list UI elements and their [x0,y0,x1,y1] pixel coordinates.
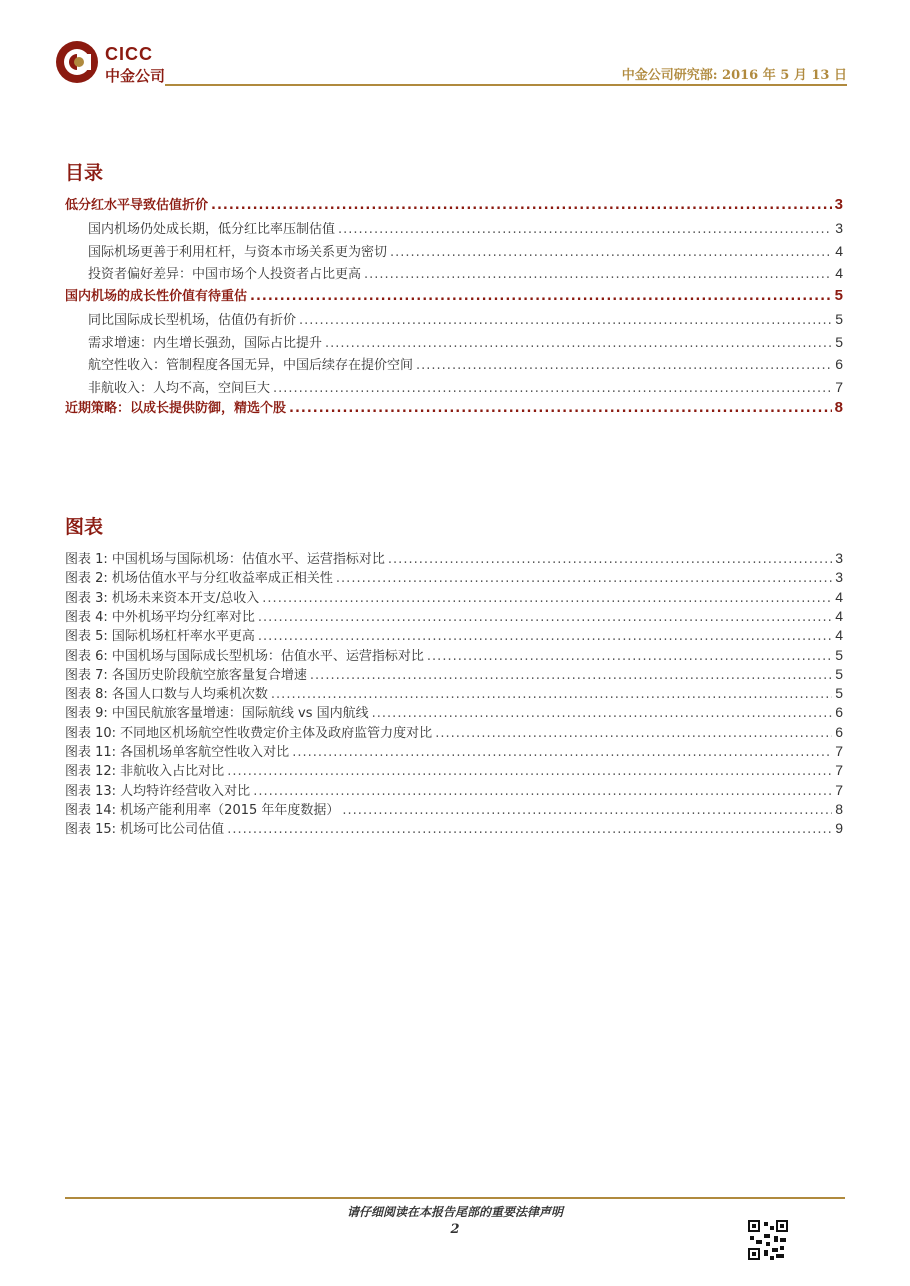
toc-title: 目录 [65,162,104,184]
toc-leader-dots [390,244,832,262]
figure-entry-text: 图表 2: 机场估值水平与分红收益率成正相关性 [65,571,333,587]
figure-leader-dots [292,744,832,762]
toc-leader-dots [273,380,832,398]
figure-entry-page: 4 [835,607,843,624]
figure-entry-text: 图表 15: 机场可比公司估值 [65,822,225,838]
toc-entry-page: 7 [835,379,843,395]
figure-entry-text: 图表 10: 不同地区机场航空性收费定价主体及政府监管力度对比 [65,725,433,741]
logo-text-cn: 中金公司 [105,67,166,85]
figure-entry-page: 3 [835,569,843,586]
toc-leader-dots [289,400,832,418]
figure-entry-page: 5 [835,646,843,663]
figure-entry-text: 图表 5: 国际机场杠杆率水平更高 [65,629,255,645]
figure-entry-text: 图表 9: 中国民航旅客量增速：国际航线 vs 国内航线 [65,706,369,722]
figure-entry-page: 5 [835,665,843,682]
toc-entry-page: 4 [835,243,843,259]
toc-leader-dots [416,357,832,375]
toc-entry-page: 3 [834,196,843,213]
figure-entry-text: 图表 7: 各国历史阶段航空旅客量复合增速 [65,667,307,683]
toc-entry-text: 国内机场的成长性价值有待重估 [65,289,248,304]
toc-subsection-entry[interactable] [88,264,843,284]
figure-entry-page: 3 [835,550,843,566]
toc-section-entry[interactable] [65,196,843,215]
figure-entry-text: 图表 11: 各国机场单客航空性收入对比 [65,745,290,760]
figure-leader-dots [435,725,832,743]
figure-entry-page: 6 [835,704,843,721]
figure-entry-page: 9 [835,820,843,837]
figure-entry-page: 4 [835,588,843,605]
figure-entry[interactable] [65,781,843,801]
figure-leader-dots [427,648,832,666]
toc-entry-page: 5 [834,287,843,304]
figure-entry-text: 图表 3: 机场未来资本开支/总收入 [65,590,260,606]
toc-entry-page: 4 [835,265,843,281]
figure-entry[interactable] [65,800,843,820]
cicc-logo-icon [55,40,99,84]
figure-entry-page: 6 [835,723,843,740]
figure-entry-page: 8 [835,800,843,817]
toc-leader-dots [325,335,832,353]
figure-entry[interactable] [65,723,843,743]
header-date: 中金公司研究部: 2016 年 5 月 13 日 [621,68,847,83]
toc-entry-text: 航空性收入：管制程度各国无异，中国后续存在提价空间 [88,358,414,373]
footer-legal-note: 请仔细阅读在本报告尾部的重要法律声明 [346,1205,563,1219]
figure-entry-page: 5 [835,685,843,702]
figure-entry-text: 图表 8: 各国人口数与人均乘机次数 [65,687,268,703]
figure-leader-dots [227,763,832,781]
footer-rule [65,1197,845,1199]
figure-entry[interactable] [65,646,843,666]
toc-leader-dots [250,288,832,306]
toc-entry-page: 5 [835,311,843,327]
figure-entry[interactable] [65,549,843,569]
page-number: 2 [450,1222,460,1237]
toc-leader-dots [364,266,832,284]
figure-leader-dots [388,551,832,569]
header-rule [165,84,847,86]
toc-leader-dots [299,312,832,330]
figure-entry-page: 7 [835,743,843,759]
figure-entry-text: 图表 12: 非航收入占比对比 [65,764,225,780]
figure-leader-dots [372,705,833,723]
logo-text-en: CICC [105,44,153,64]
figure-entry[interactable] [65,588,843,608]
toc-subsection-entry[interactable] [88,333,843,353]
figure-leader-dots [342,802,832,820]
figure-entry-text: 图表 1: 中国机场与国际机场：估值水平、运营指标对比 [65,552,385,567]
figure-leader-dots [310,667,832,685]
figure-entry[interactable] [65,607,843,627]
figure-entry[interactable] [65,568,843,588]
toc-leader-dots [338,221,832,239]
figure-entry-page: 7 [835,781,843,798]
cicc-logo [55,40,195,88]
toc-subsection-entry[interactable] [88,378,843,398]
toc-section-entry[interactable] [65,287,843,306]
figure-entry[interactable] [65,665,843,685]
toc-entry-page: 5 [835,334,843,350]
toc-entry-text: 非航收入：人均不高，空间巨大 [88,381,271,396]
toc-subsection-entry[interactable] [88,219,843,239]
figure-leader-dots [262,590,832,608]
figure-leader-dots [271,686,832,704]
toc-entry-text: 近期策略：以成长提供防御，精选个股 [65,401,287,416]
figure-leader-dots [258,609,832,627]
figure-entry[interactable] [65,703,843,723]
figure-entry-page: 7 [835,762,843,779]
toc-entry-page: 3 [835,220,843,236]
figure-entry-text: 图表 13: 人均特许经营收入对比 [65,783,251,799]
figure-leader-dots [336,570,832,588]
toc-entry-page: 8 [834,399,843,416]
toc-entry-page: 6 [835,356,843,372]
figure-entry[interactable] [65,742,843,762]
figure-entry[interactable] [65,626,843,646]
figure-entry-text: 图表 6: 中国机场与国际成长型机场：估值水平、运营指标对比 [65,648,424,664]
toc-subsection-entry[interactable] [88,242,843,262]
figures-title: 图表 [65,516,104,538]
figure-entry-page: 4 [835,627,843,644]
toc-subsection-entry[interactable] [88,310,843,330]
toc-section-entry[interactable] [65,399,843,418]
page-header [55,40,847,90]
figure-entry[interactable] [65,761,843,781]
toc-entry-text: 国内机场仍处成长期，低分红比率压制估值 [88,222,336,237]
figure-entry[interactable] [65,684,843,704]
qr-code-icon [748,1220,788,1260]
toc-subsection-entry[interactable] [88,355,843,375]
toc-entry-text: 需求增速：内生增长强劲，国际占比提升 [88,336,323,351]
toc-entry-text: 同比国际成长型机场，估值仍有折价 [88,313,297,328]
toc-entry-text: 国际机场更善于利用杠杆，与资本市场关系更为密切 [88,245,388,260]
toc-entry-text: 投资者偏好差异：中国市场个人投资者占比更高 [88,267,362,282]
figure-entry-text: 图表 14: 机场产能利用率（2015 年年度数据） [65,802,340,818]
figure-leader-dots [227,821,832,839]
toc-entry-text: 低分红水平导致估值折价 [65,198,209,213]
figure-leader-dots [253,783,832,801]
toc-leader-dots [211,197,832,215]
figure-entry[interactable] [65,819,843,839]
figure-leader-dots [258,628,832,646]
figure-entry-text: 图表 4: 中外机场平均分红率对比 [65,609,255,625]
